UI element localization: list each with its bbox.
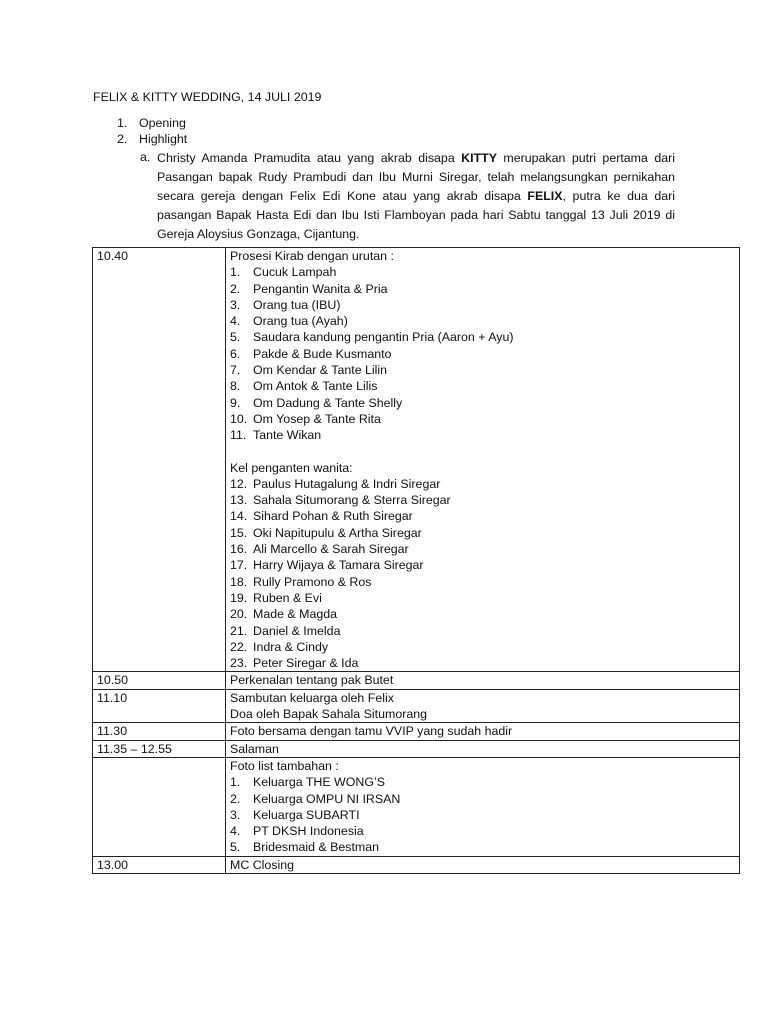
item-number: 23.	[230, 656, 248, 671]
item-number: 16.	[230, 542, 248, 557]
text-segment: merupakan putri pertama dari Pasangan bapak Rudy Prambudi dan Ibu Murni Siregar, telah melangsungkan pernikahan secara gereja dengan Felix Edi Kone atau yang akrab disapa	[157, 151, 675, 203]
bold-name: FELIX	[527, 189, 563, 203]
activity-subheading: Kel penganten wanita:	[230, 460, 353, 475]
list-item	[230, 427, 735, 443]
bold-name: KITTY	[461, 151, 497, 165]
list-item	[230, 492, 735, 508]
item-number: 13.	[230, 493, 248, 508]
item-text: PT DKSH Indonesia	[253, 824, 364, 839]
item-number: 2.	[230, 281, 241, 296]
table-row	[93, 856, 740, 873]
table-row	[93, 248, 740, 672]
table-row	[93, 672, 740, 689]
item-text: Ruben & Evi	[253, 590, 322, 605]
item-number: 4.	[230, 824, 241, 839]
highlight-paragraph	[140, 149, 675, 244]
item-text: Tante Wikan	[253, 428, 322, 443]
activity-cell	[226, 689, 740, 723]
item-number: 7.	[230, 363, 241, 378]
list-item	[230, 313, 735, 329]
item-text: Peter Siregar & Ida	[253, 656, 359, 671]
activity-line: Doa oleh Bapak Sahala Situmorang	[230, 707, 428, 722]
list-item	[230, 378, 735, 394]
item-text: Pengantin Wanita & Pria	[253, 281, 388, 296]
item-number: 6.	[230, 346, 241, 361]
item-number: 5.	[230, 840, 241, 855]
item-number: 11.	[230, 428, 247, 443]
highlight-text	[157, 149, 675, 244]
item-number: 9.	[230, 395, 241, 410]
document-title: FELIX & KITTY WEDDING, 14 JULI 2019	[93, 90, 322, 104]
time-cell: 11.30	[93, 723, 226, 740]
outline-list	[117, 115, 187, 148]
list-item	[230, 411, 735, 427]
item-number: 1.	[230, 775, 241, 790]
activity-cell: MC Closing	[226, 856, 740, 873]
list-item	[230, 606, 735, 622]
list-item	[230, 590, 735, 606]
time-cell: 11.35 – 12.55	[93, 740, 226, 757]
item-number: 4.	[230, 314, 241, 329]
list-item	[230, 791, 735, 807]
item-text: Orang tua (Ayah)	[253, 314, 348, 329]
item-number: 1.	[230, 265, 241, 280]
item-number: 18.	[230, 574, 248, 589]
item-text: Om Antok & Tante Lilis	[253, 379, 378, 394]
list-item	[230, 329, 735, 345]
item-text: Ali Marcello & Sarah Siregar	[253, 542, 409, 557]
item-text: Daniel & Imelda	[253, 623, 341, 638]
item-number: 21.	[230, 623, 248, 638]
list-item	[230, 508, 735, 524]
list-item	[230, 823, 735, 839]
outline-number: 2.	[117, 132, 128, 147]
photo-list	[230, 774, 735, 855]
outline-item	[117, 115, 187, 131]
item-text: Pakde & Bude Kusmanto	[253, 346, 392, 361]
item-number: 19.	[230, 590, 248, 605]
item-text: Indra & Cindy	[253, 639, 329, 654]
item-number: 10.	[230, 411, 248, 426]
item-number: 14.	[230, 509, 248, 524]
list-item	[230, 297, 735, 313]
table-row	[93, 740, 740, 757]
activity-line: Sambutan keluarga oleh Felix	[230, 690, 394, 705]
time-cell	[93, 757, 226, 856]
item-number: 12.	[230, 476, 248, 491]
item-text: Saudara kandung pengantin Pria (Aaron + Ayu)	[253, 330, 514, 345]
item-number: 3.	[230, 297, 241, 312]
item-text: Keluarga SUBARTI	[253, 807, 360, 822]
list-item	[230, 395, 735, 411]
item-text: Keluarga OMPU NI IRSAN	[253, 791, 401, 806]
item-text: Sihard Pohan & Ruth Siregar	[253, 509, 413, 524]
item-number: 15.	[230, 525, 248, 540]
item-number: 20.	[230, 607, 248, 622]
item-number: 2.	[230, 791, 241, 806]
kirab-order-list	[230, 264, 735, 443]
item-text: Cucuk Lampah	[253, 265, 337, 280]
item-number: 3.	[230, 807, 241, 822]
spacer	[230, 444, 735, 460]
item-number: 22.	[230, 639, 248, 654]
bride-family-list	[230, 476, 735, 672]
item-text: Paulus Hutagalung & Indri Siregar	[253, 476, 441, 491]
list-item	[230, 639, 735, 655]
outline-number: 1.	[117, 116, 128, 130]
list-item	[230, 807, 735, 823]
item-text: Om Kendar & Tante Lilin	[253, 363, 388, 378]
activity-heading: Prosesi Kirab dengan urutan :	[230, 249, 394, 263]
activity-cell: Perkenalan tentang pak Butet	[226, 672, 740, 689]
activity-cell	[226, 757, 740, 856]
time-cell: 11.10	[93, 689, 226, 723]
item-text: Orang tua (IBU)	[253, 297, 341, 312]
list-item	[230, 476, 735, 492]
table-row	[93, 689, 740, 723]
item-text: Rully Pramono & Ros	[253, 574, 372, 589]
outline-label: Highlight	[139, 132, 188, 147]
item-number: 17.	[230, 558, 248, 573]
time-cell: 13.00	[93, 856, 226, 873]
outline-label: Opening	[139, 116, 186, 130]
list-item	[230, 281, 735, 297]
item-number: 8.	[230, 379, 241, 394]
item-text: Harry Wijaya & Tamara Siregar	[253, 558, 424, 573]
item-text: Om Yosep & Tante Rita	[253, 411, 381, 426]
text-segment: , putra ke dua dari pasangan Bapak Hasta Edi dan Ibu Isti Flamboyan pada hari Sabtu tanggal 13 Juli 2019 di Gereja Aloysius Gonzaga, Cijantung.	[157, 189, 675, 241]
table-row	[93, 723, 740, 740]
item-number: 5.	[230, 330, 241, 345]
item-text: Made & Magda	[253, 607, 338, 622]
list-item	[230, 541, 735, 557]
list-item	[230, 774, 735, 790]
item-text: Om Dadung & Tante Shelly	[253, 395, 403, 410]
item-text: Sahala Situmorang & Sterra Siregar	[253, 493, 451, 508]
item-text: Keluarga THE WONG’S	[253, 775, 385, 790]
list-item	[230, 655, 735, 671]
time-cell: 10.40	[93, 248, 226, 672]
item-text: Bridesmaid & Bestman	[253, 840, 380, 855]
outline-item	[117, 131, 187, 147]
list-item	[230, 574, 735, 590]
list-item	[230, 525, 735, 541]
list-item	[230, 839, 735, 855]
text-segment: Christy Amanda Pramudita atau yang akrab disapa	[157, 151, 462, 165]
schedule-table	[92, 247, 740, 874]
item-text: Oki Napitupulu & Artha Siregar	[253, 525, 422, 540]
list-item	[230, 623, 735, 639]
highlight-letter: a.	[140, 150, 151, 164]
list-item	[230, 346, 735, 362]
list-item	[230, 362, 735, 378]
list-item	[230, 557, 735, 573]
list-item	[230, 264, 735, 280]
activity-cell: Salaman	[226, 740, 740, 757]
table-row	[93, 757, 740, 856]
activity-heading: Foto list tambahan :	[230, 758, 339, 773]
time-cell: 10.50	[93, 672, 226, 689]
activity-cell	[226, 248, 740, 672]
activity-cell: Foto bersama dengan tamu VVIP yang sudah hadir	[226, 723, 740, 740]
